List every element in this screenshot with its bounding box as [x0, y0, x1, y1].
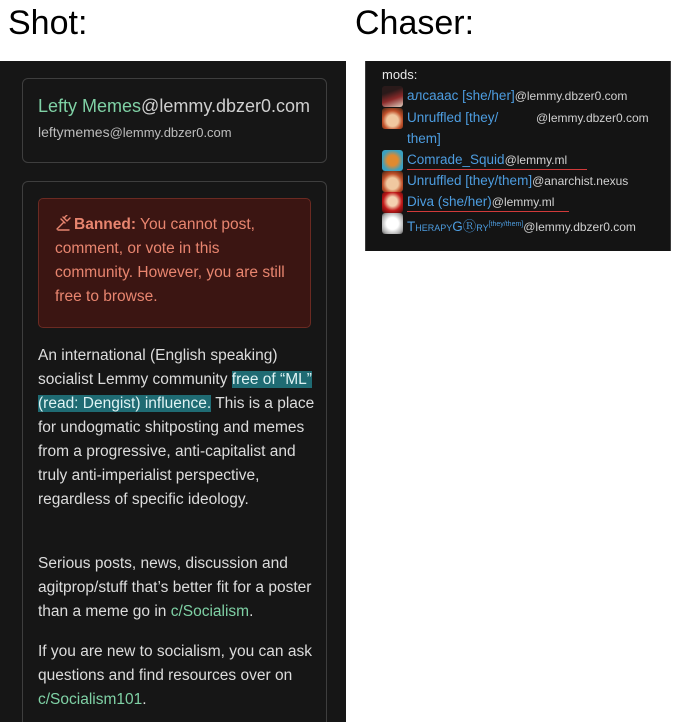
red-underline	[407, 211, 569, 212]
highlighted-text: free of “ML” (read: Dengist) influence.	[38, 371, 312, 412]
avatar	[382, 86, 403, 107]
mod-name[interactable]: алсааас [she/her]@lemmy.dbzer0.com	[407, 88, 628, 103]
mod-name[interactable]: Diva (she/her)@lemmy.ml	[407, 194, 555, 209]
red-underline	[407, 169, 587, 170]
description-paragraph-1: An international (English speaking) socialist Lemmy community free of “ML” (read: Dengist) influence. This is a place for undogmatic shitposting and memes from a progressive, anti-capitalist and truly anti-imperialist perspective, regardless of specific ideology.	[38, 347, 315, 508]
community-instance: @lemmy.dbzer0.com	[141, 96, 311, 116]
community-header-card	[22, 78, 327, 163]
shot-label: Shot:	[8, 4, 88, 42]
avatar	[382, 108, 403, 129]
description-paragraph-3: If you are new to socialism, you can ask questions and find resources over on c/Socialism101.	[38, 643, 312, 708]
avatar	[382, 150, 403, 171]
mod-name[interactable]: TherapyGⓇry[they/them]@lemmy.dbzer0.com	[407, 219, 636, 234]
avatar	[382, 213, 403, 234]
avatar	[382, 192, 403, 213]
socialism-link[interactable]: c/Socialism	[170, 603, 250, 620]
mod-name-continued[interactable]: them]	[407, 131, 441, 146]
mod-name[interactable]: Comrade_Squid@lemmy.ml	[407, 152, 568, 167]
ban-icon	[55, 215, 71, 231]
mod-name[interactable]: Unruffled [they/	[407, 110, 499, 125]
avatar	[382, 171, 403, 192]
community-info-card	[22, 181, 327, 722]
banned-title: Banned:	[74, 216, 136, 233]
banned-alert	[38, 198, 311, 328]
socialism101-link[interactable]: c/Socialism101	[38, 691, 143, 708]
mod-name[interactable]: Unruffled [they/them]@anarchist.nexus	[407, 173, 629, 188]
chaser-label: Chaser:	[355, 4, 475, 42]
community-sidebar	[0, 61, 346, 722]
description-paragraph-2: Serious posts, news, discussion and agitprop/stuff that’s better fit for a poster than a meme go in c/Socialism.	[38, 555, 312, 620]
moderators-panel	[365, 61, 671, 251]
community-title[interactable]	[38, 96, 310, 117]
banned-message: You cannot post, comment, or vote in this community. However, you are still free to browse.	[55, 216, 285, 305]
community-name[interactable]: Lefty Memes	[38, 96, 142, 116]
community-handle: leftymemes@lemmy.dbzer0.com	[38, 124, 232, 140]
mods-label: mods:	[382, 67, 418, 82]
mod-instance: @lemmy.dbzer0.com	[536, 111, 649, 125]
